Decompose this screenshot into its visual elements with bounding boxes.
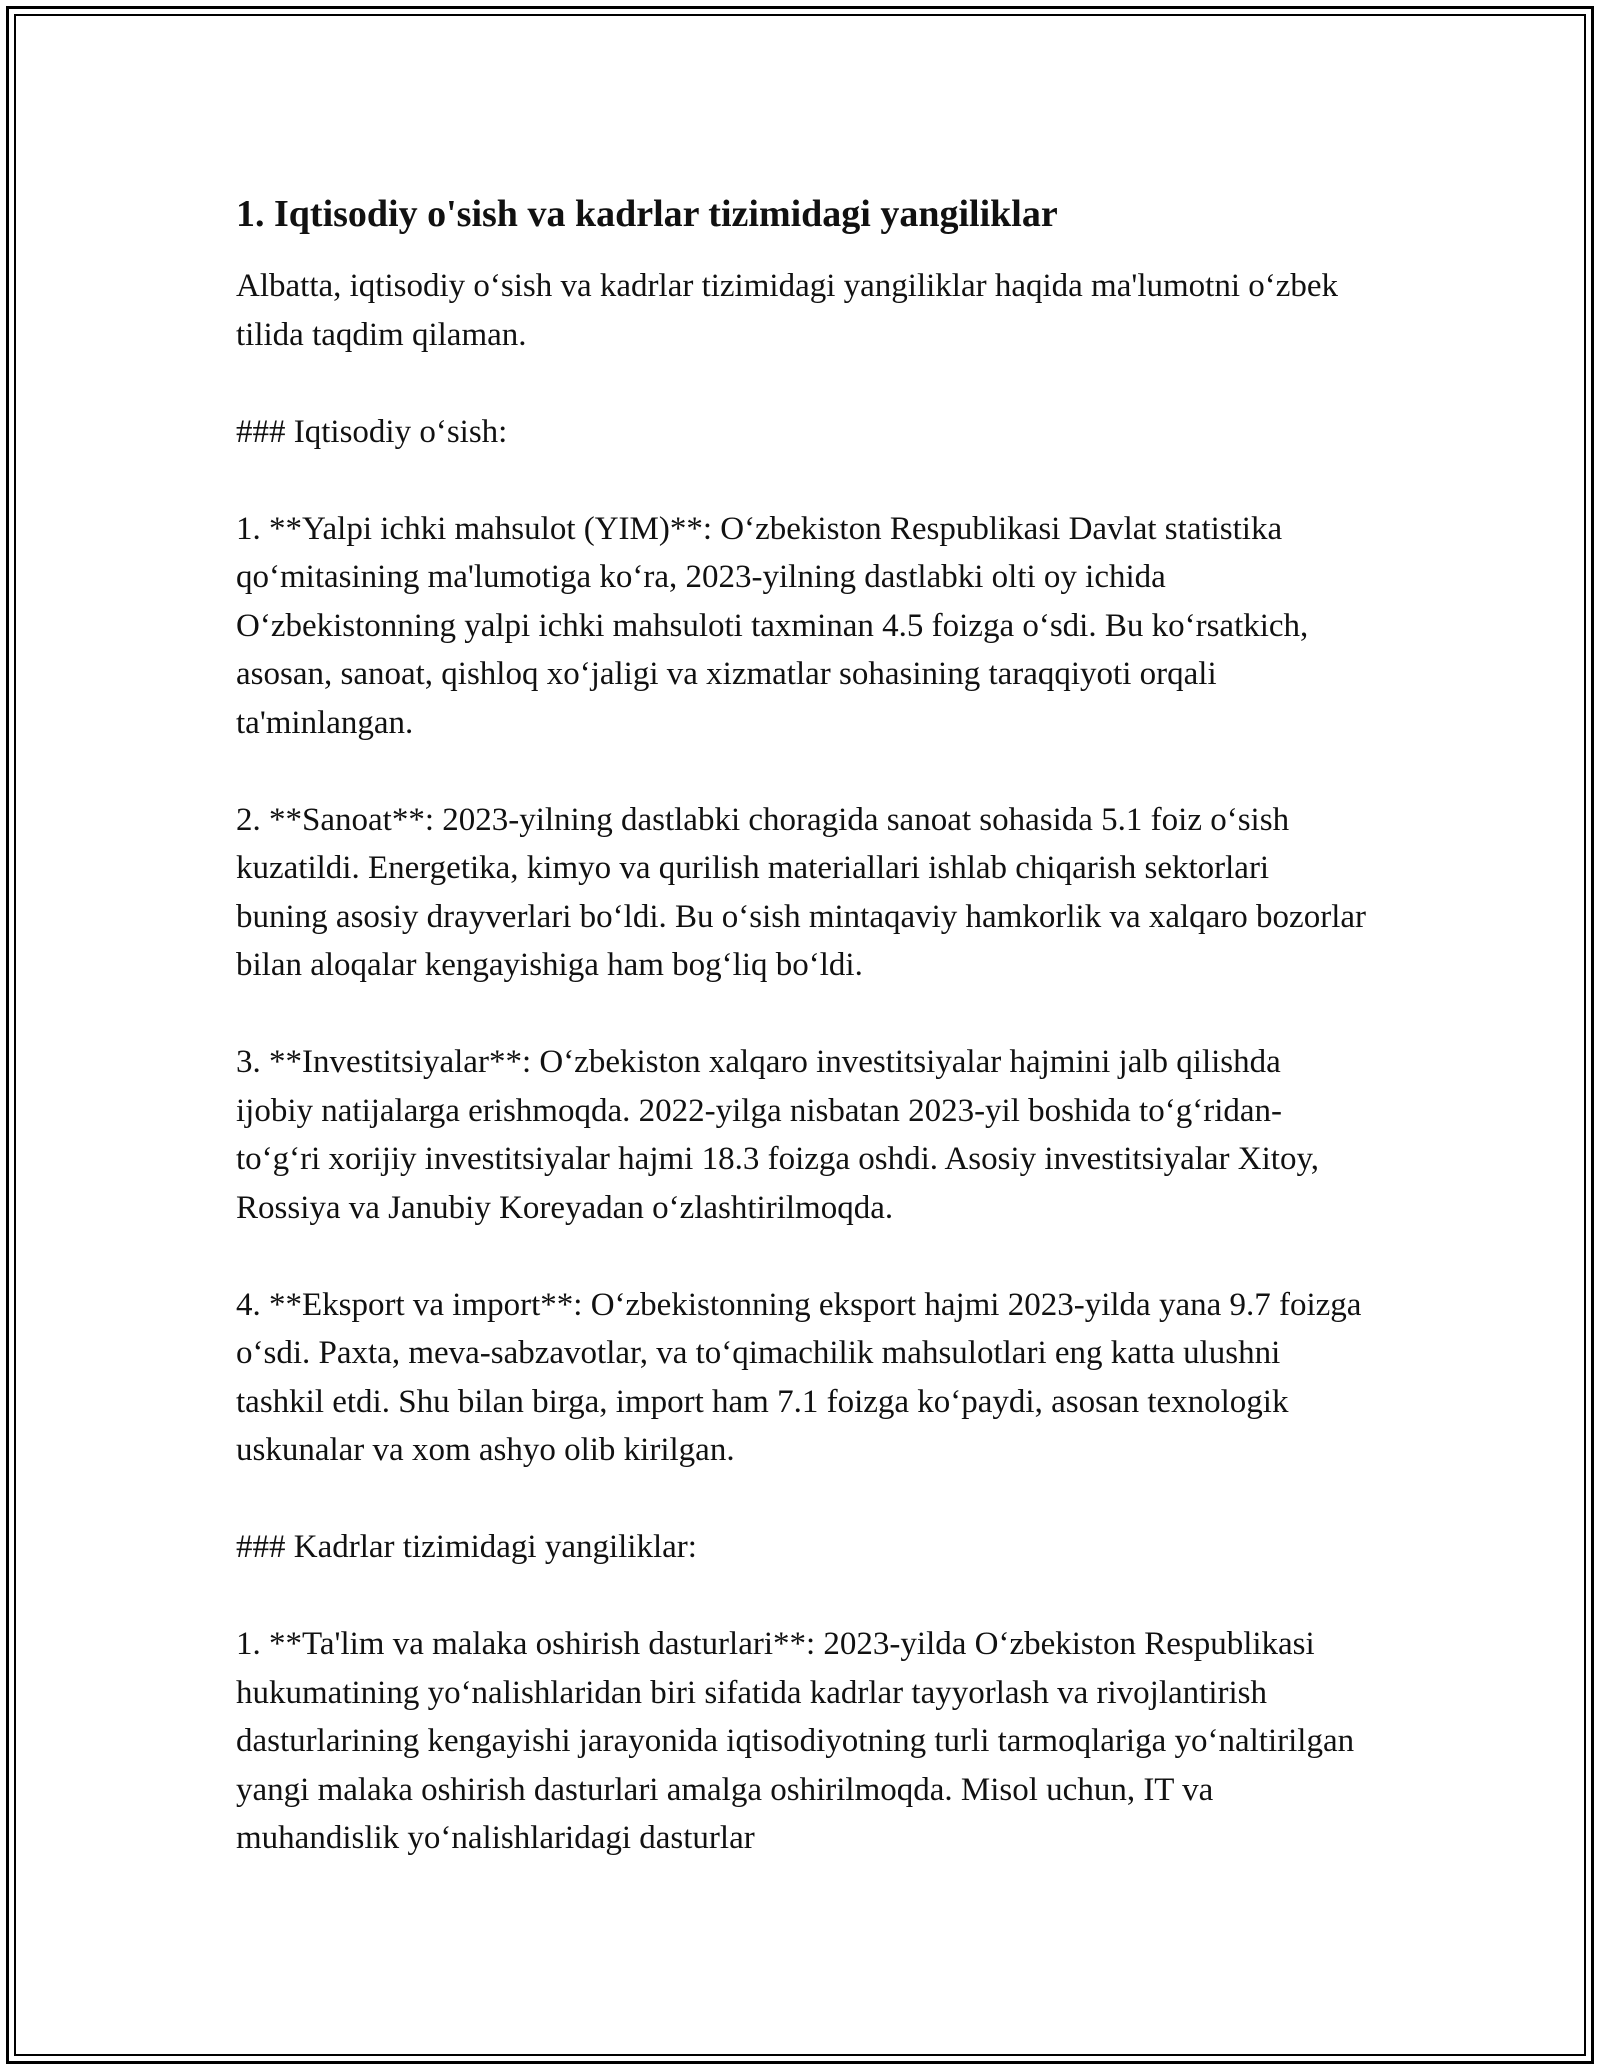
list-item-education: 1. **Ta'lim va malaka oshirish dasturlari**: 2023-yilda O‘zbekiston Respublikasi hukumatining yo‘nalishlaridan biri sifatida kadrlar tayyorlash va rivojlantirish dasturlarining kengayishi jarayonida iqtisodiyotning turli tarmoqlariga yo‘naltirilgan yangi malaka oshirish dasturlari amalga oshirilmoqda. Misol uchun, IT va muhandislik yo‘nalishlaridagi dasturlar — [236, 1626, 1363, 1856]
list-item-gdp: 1. **Yalpi ichki mahsulot (YIM)**: O‘zbekiston Respublikasi Davlat statistika qo‘mitasining ma'lumotiga ko‘ra, 2023-yilning dastlabki olti oy ichida O‘zbekistonning yalpi ichki mahsuloti taxminan 4.5 foizga o‘sdi. Bu ko‘rsatkich, asosan, sanoat, qishloq xo‘jaligi va xizmatlar sohasining taraqqiyoti orqali ta'minlangan. — [236, 510, 1317, 741]
spacer — [236, 359, 1366, 408]
spacer — [236, 1572, 1366, 1621]
section-heading-personnel: ### Kadrlar tizimidagi yangiliklar: — [236, 1529, 697, 1565]
document-title: 1. Iqtisodiy o'sish va kadrlar tizimidagi yangiliklar — [236, 193, 1058, 235]
document-page — [236, 190, 1375, 1863]
list-item-investments: 3. **Investitsiyalar**: O‘zbekiston xalqaro investitsiyalar hajmini jalb qilishda ijobiy natijalarga erishmoqda. 2022-yilga nisbatan 2023-yil boshida to‘g‘ridan-to‘g‘ri xorijiy investitsiyalar hajmi 18.3 foizga oshdi. Asosiy investitsiyalar Xitoy, Rossiya va Janubiy Koreyadan o‘zlashtirilmoqda. — [236, 1044, 1328, 1226]
list-item-industry: 2. **Sanoat**: 2023-yilning dastlabki choragida sanoat sohasida 5.1 foiz o‘sish kuzatildi. Energetika, kimyo va qurilish materiallari ishlab chiqarish sektorlari buning asosiy drayverlari bo‘ldi. Bu o‘sish mintaqaviy hamkorlik va xalqaro bozorlar bilan aloqalar kengayishiga ham bog‘liq bo‘ldi. — [236, 801, 1375, 983]
list-item-export-import: 4. **Eksport va import**: O‘zbekistonning eksport hajmi 2023-yilda yana 9.7 foizga o‘sdi. Paxta, meva-sabzavotlar, va to‘qimachilik mahsulotlari eng katta ulushni tashkil etdi. Shu bilan birga, import ham 7.1 foizga ko‘paydi, asosan texnologik uskunalar va xom ashyo olib kirilgan. — [236, 1286, 1370, 1468]
spacer — [236, 456, 1366, 505]
spacer — [236, 1232, 1366, 1281]
section-heading-economic-growth: ### Iqtisodiy o‘sish: — [236, 413, 508, 450]
intro-paragraph: Albatta, iqtisodiy o‘sish va kadrlar tizimidagi yangiliklar haqida ma'lumotni o‘zbek tilida taqdim qilaman. — [236, 268, 1347, 353]
spacer — [236, 1475, 1366, 1524]
spacer — [236, 990, 1366, 1039]
spacer — [236, 747, 1366, 796]
